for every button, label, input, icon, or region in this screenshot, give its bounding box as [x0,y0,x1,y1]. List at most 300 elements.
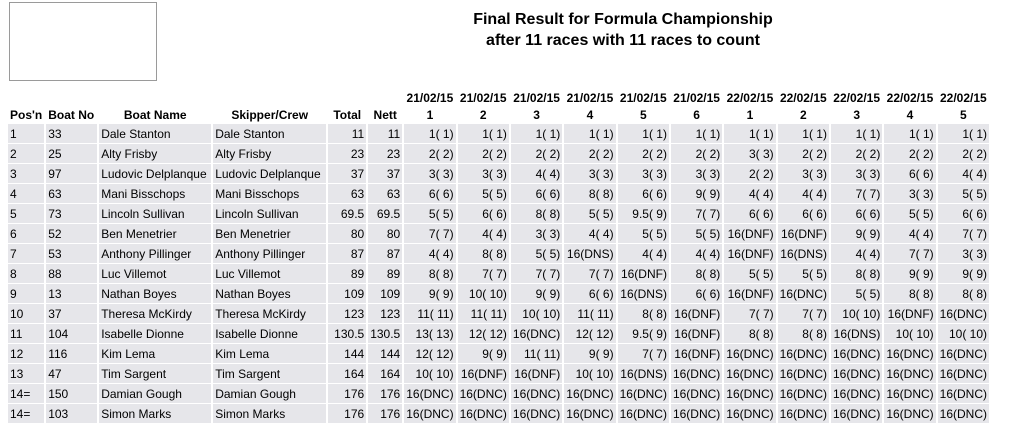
boat-number-cell: 103 [46,403,97,423]
race-score-cell: 7( 7) [511,263,562,283]
boat-name-cell: Anthony Pillinger [99,243,211,263]
header-race-date: 22/02/15 [939,91,987,105]
skipper-cell: Kim Lema [213,343,326,363]
race-score-cell: 4( 4) [564,223,615,243]
boat-number-cell: 13 [46,283,97,303]
race-score-cell: 5( 5) [404,203,455,223]
race-score-cell: 16(DNC) [884,363,935,383]
header-race-date: 22/02/15 [886,91,934,105]
boat-name-cell: Kim Lema [99,343,211,363]
race-score-cell: 4( 4) [618,243,669,263]
race-score-cell: 2( 2) [778,143,829,163]
race-score-cell: 2( 2) [938,143,989,163]
race-score-cell: 5( 5) [778,263,829,283]
nett-cell: 176 [368,383,402,403]
boat-number-cell: 53 [46,243,97,263]
skipper-cell: Anthony Pillinger [213,243,326,263]
race-score-cell: 8( 8) [511,203,562,223]
position-cell: 3 [8,163,44,183]
race-score-cell: 7( 7) [671,203,722,223]
race-score-cell: 16(DNC) [778,283,829,303]
race-score-cell: 5( 5) [884,203,935,223]
race-score-cell: 16(DNS) [618,363,669,383]
race-score-cell: 16(DNC) [564,383,615,403]
header-total: Total [333,108,362,122]
table-row [8,163,989,183]
position-cell: 9 [8,283,44,303]
nett-cell: 23 [368,143,402,163]
race-score-cell: 16(DNF) [724,223,775,243]
race-score-cell: 4( 4) [884,223,935,243]
race-score-cell: 1( 1) [671,123,722,143]
boat-name-cell: Theresa McKirdy [99,303,211,323]
race-score-cell: 4( 4) [724,183,775,203]
race-score-cell: 11( 11) [511,343,562,363]
race-score-cell: 16(DNF) [511,363,562,383]
race-score-cell: 16(DNC) [778,343,829,363]
race-score-cell: 12( 12) [458,323,509,343]
race-score-cell: 16(DNC) [511,323,562,343]
header-boat-name: Boat Name [123,108,187,122]
race-score-cell: 16(DNC) [778,363,829,383]
position-cell: 1 [8,123,44,143]
race-score-cell: 3( 3) [671,163,722,183]
boat-name-cell: Alty Frisby [99,143,211,163]
race-score-cell: 1( 1) [458,123,509,143]
header-date-row [8,89,989,107]
race-score-cell: 16(DNC) [618,403,669,423]
header-pos: Pos'n [10,108,43,122]
nett-cell: 11 [368,123,402,143]
race-score-cell: 1( 1) [618,123,669,143]
race-score-cell: 16(DNC) [618,383,669,403]
race-score-cell: 16(DNS) [831,323,882,343]
race-score-cell: 16(DNC) [671,363,722,383]
race-score-cell: 7( 7) [404,223,455,243]
race-score-cell: 12( 12) [564,323,615,343]
race-score-cell: 3( 3) [404,163,455,183]
race-score-cell: 16(DNC) [458,403,509,423]
boat-name-cell: Damian Gough [99,383,211,403]
race-score-cell: 16(DNC) [938,403,989,423]
race-score-cell: 6( 6) [724,203,775,223]
position-cell: 5 [8,203,44,223]
position-cell: 4 [8,183,44,203]
boat-number-cell: 150 [46,383,97,403]
nett-cell: 69.5 [368,203,402,223]
race-score-cell: 16(DNF) [724,283,775,303]
nett-cell: 89 [368,263,402,283]
total-cell: 123 [328,303,366,323]
race-score-cell: 6( 6) [778,203,829,223]
race-score-cell: 9.5( 9) [618,323,669,343]
race-score-cell: 16(DNF) [671,323,722,343]
header-race-number: 5 [639,108,647,122]
race-score-cell: 16(DNC) [831,363,882,383]
race-score-cell: 1( 1) [404,123,455,143]
race-score-cell: 16(DNC) [671,383,722,403]
nett-cell: 80 [368,223,402,243]
nett-cell: 144 [368,343,402,363]
race-score-cell: 5( 5) [564,203,615,223]
race-score-cell: 7( 7) [938,223,989,243]
race-score-cell: 1( 1) [938,123,989,143]
nett-cell: 87 [368,243,402,263]
race-score-cell: 16(DNC) [724,403,775,423]
race-score-cell: 5( 5) [724,263,775,283]
race-score-cell: 1( 1) [564,123,615,143]
race-score-cell: 8( 8) [938,283,989,303]
boat-number-cell: 104 [46,323,97,343]
table-row [8,243,989,263]
boat-name-cell: Isabelle Dionne [99,323,211,343]
boat-name-cell: Nathan Boyes [99,283,211,303]
boat-name-cell: Luc Villemot [99,263,211,283]
race-score-cell: 10( 10) [511,303,562,323]
nett-cell: 176 [368,403,402,423]
race-score-cell: 1( 1) [724,123,775,143]
race-score-cell: 10( 10) [564,363,615,383]
race-score-cell: 3( 3) [831,163,882,183]
race-score-cell: 6( 6) [458,203,509,223]
race-score-cell: 7( 7) [884,243,935,263]
race-score-cell: 5( 5) [671,223,722,243]
race-score-cell: 7( 7) [778,303,829,323]
race-score-cell: 16(DNF) [671,303,722,323]
race-score-cell: 6( 6) [831,203,882,223]
race-score-cell: 8( 8) [724,323,775,343]
boat-name-cell: Ludovic Delplanque [99,163,211,183]
skipper-cell: Simon Marks [213,403,326,423]
skipper-cell: Mani Bisschops [213,183,326,203]
boat-number-cell: 116 [46,343,97,363]
table-row [8,363,989,383]
race-score-cell: 4( 4) [404,243,455,263]
header-race-number: 3 [853,108,860,122]
header-race-number: 2 [479,108,487,122]
table-row [8,323,989,343]
race-score-cell: 9( 9) [884,263,935,283]
header-race-date: 21/02/15 [566,91,614,105]
race-score-cell: 16(DNC) [884,403,935,423]
results-table [6,89,991,423]
total-cell: 176 [328,403,366,423]
position-cell: 8 [8,263,44,283]
table-row [8,303,989,323]
race-score-cell: 1( 1) [511,123,562,143]
race-score-cell: 8( 8) [778,323,829,343]
title-line-2: after 11 races with 11 races to count [486,32,760,49]
skipper-cell: Damian Gough [213,383,326,403]
header-race-date: 21/02/15 [673,91,720,105]
race-score-cell: 16(DNC) [404,403,455,423]
skipper-cell: Ben Menetrier [213,223,326,243]
race-score-cell: 9( 9) [831,223,882,243]
total-cell: 130.5 [328,323,366,343]
race-score-cell: 16(DNC) [511,383,562,403]
table-row [8,223,989,243]
race-score-cell: 5( 5) [618,223,669,243]
nett-cell: 164 [368,363,402,383]
race-score-cell: 10( 10) [884,323,935,343]
table-row [8,263,989,283]
header-race-number: 4 [586,108,594,122]
race-score-cell: 16(DNC) [938,343,989,363]
race-score-cell: 3( 3) [618,163,669,183]
race-score-cell: 2( 2) [458,143,509,163]
race-score-cell: 10( 10) [938,323,989,343]
race-score-cell: 16(DNC) [938,363,989,383]
race-score-cell: 5( 5) [511,243,562,263]
race-score-cell: 8( 8) [618,303,669,323]
total-cell: 87 [328,243,366,263]
total-cell: 89 [328,263,366,283]
total-cell: 176 [328,383,366,403]
total-cell: 69.5 [328,203,366,223]
race-score-cell: 16(DNC) [831,343,882,363]
total-cell: 37 [328,163,366,183]
race-score-cell: 7( 7) [618,343,669,363]
nett-cell: 63 [368,183,402,203]
race-score-cell: 16(DNC) [778,383,829,403]
race-score-cell: 9( 9) [458,343,509,363]
boat-name-cell: Lincoln Sullivan [99,203,211,223]
skipper-cell: Ludovic Delplanque [213,163,326,183]
race-score-cell: 11( 11) [564,303,615,323]
race-score-cell: 2( 2) [671,143,722,163]
boat-number-cell: 63 [46,183,97,203]
total-cell: 63 [328,183,366,203]
results-body [8,123,989,423]
boat-number-cell: 37 [46,303,97,323]
header-race-number: 3 [533,108,540,122]
race-score-cell: 16(DNF) [458,363,509,383]
boat-number-cell: 88 [46,263,97,283]
race-score-cell: 7( 7) [724,303,775,323]
table-row [8,183,989,203]
race-score-cell: 3( 3) [778,163,829,183]
race-score-cell: 4( 4) [778,183,829,203]
race-score-cell: 16(DNC) [564,403,615,423]
race-score-cell: 16(DNC) [404,383,455,403]
header-race-date: 22/02/15 [726,91,774,105]
race-score-cell: 16(DNF) [884,303,935,323]
boat-number-cell: 47 [46,363,97,383]
skipper-cell: Dale Stanton [213,123,326,143]
race-score-cell: 4( 4) [938,163,989,183]
header-race-date: 22/02/15 [779,91,827,105]
boat-number-cell: 25 [46,143,97,163]
race-score-cell: 10( 10) [458,283,509,303]
race-score-cell: 2( 2) [564,143,615,163]
nett-cell: 109 [368,283,402,303]
race-score-cell: 16(DNC) [831,403,882,423]
race-score-cell: 16(DNF) [671,343,722,363]
race-score-cell: 10( 10) [831,303,882,323]
boat-name-cell: Ben Menetrier [99,223,211,243]
race-score-cell: 7( 7) [831,183,882,203]
nett-cell: 130.5 [368,323,402,343]
race-score-cell: 16(DNC) [724,343,775,363]
header-race-date: 21/02/15 [619,91,667,105]
table-row [8,123,989,143]
race-score-cell: 3( 3) [511,223,562,243]
header-race-date: 21/02/15 [513,91,560,105]
race-score-cell: 2( 2) [511,143,562,163]
race-score-cell: 3( 3) [564,163,615,183]
race-score-cell: 8( 8) [884,283,935,303]
race-score-cell: 9( 9) [938,263,989,283]
header-race-number: 1 [746,108,754,122]
race-score-cell: 4( 4) [831,243,882,263]
race-score-cell: 16(DNS) [618,283,669,303]
race-score-cell: 9( 9) [671,183,722,203]
race-score-cell: 4( 4) [458,223,509,243]
position-cell: 2 [8,143,44,163]
race-score-cell: 1( 1) [884,123,935,143]
total-cell: 11 [328,123,366,143]
race-score-cell: 16(DNF) [618,263,669,283]
boat-name-cell: Simon Marks [99,403,211,423]
race-score-cell: 4( 4) [671,243,722,263]
race-score-cell: 16(DNC) [831,383,882,403]
page-title [340,9,906,51]
nett-cell: 123 [368,303,402,323]
nett-cell: 37 [368,163,402,183]
header-race-date: 22/02/15 [833,91,881,105]
header-race-number: 5 [960,108,967,122]
race-score-cell: 6( 6) [884,163,935,183]
race-score-cell: 6( 6) [938,203,989,223]
total-cell: 144 [328,343,366,363]
table-row [8,343,989,363]
race-score-cell: 11( 11) [458,303,509,323]
skipper-cell: Tim Sargent [213,363,326,383]
skipper-cell: Theresa McKirdy [213,303,326,323]
table-row [8,203,989,223]
total-cell: 109 [328,283,366,303]
table-row [8,383,989,403]
race-score-cell: 6( 6) [671,283,722,303]
position-cell: 14= [8,403,44,423]
boat-number-cell: 33 [46,123,97,143]
table-row [8,143,989,163]
header-race-date: 21/02/15 [459,91,507,105]
boat-name-cell: Mani Bisschops [99,183,211,203]
position-cell: 6 [8,223,44,243]
race-score-cell: 2( 2) [884,143,935,163]
race-score-cell: 8( 8) [404,263,455,283]
position-cell: 11 [8,323,44,343]
race-score-cell: 7( 7) [458,263,509,283]
table-row [8,403,989,423]
race-score-cell: 2( 2) [831,143,882,163]
boat-number-cell: 97 [46,163,97,183]
race-score-cell: 9( 9) [404,283,455,303]
race-score-cell: 8( 8) [671,263,722,283]
skipper-cell: Nathan Boyes [213,283,326,303]
race-score-cell: 6( 6) [511,183,562,203]
race-score-cell: 4( 4) [511,163,562,183]
race-score-cell: 16(DNC) [884,383,935,403]
race-score-cell: 6( 6) [404,183,455,203]
club-logo-placeholder [9,2,157,81]
race-score-cell: 16(DNS) [564,243,615,263]
position-cell: 14= [8,383,44,403]
skipper-cell: Lincoln Sullivan [213,203,326,223]
race-score-cell: 8( 8) [831,263,882,283]
race-score-cell: 16(DNC) [938,383,989,403]
header-nett: Nett [373,108,397,122]
boat-name-cell: Dale Stanton [99,123,211,143]
position-cell: 12 [8,343,44,363]
race-score-cell: 3( 3) [938,243,989,263]
race-score-cell: 16(DNC) [671,403,722,423]
header-row [8,107,989,123]
race-score-cell: 9.5( 9) [618,203,669,223]
race-score-cell: 9( 9) [564,343,615,363]
race-score-cell: 5( 5) [938,183,989,203]
table-row [8,283,989,303]
header-boat-no: Boat No [48,108,95,122]
race-score-cell: 16(DNC) [724,363,775,383]
race-score-cell: 7( 7) [564,263,615,283]
boat-number-cell: 73 [46,203,97,223]
race-score-cell: 16(DNF) [778,223,829,243]
race-score-cell: 11( 11) [404,303,455,323]
race-score-cell: 6( 6) [564,283,615,303]
race-score-cell: 3( 3) [458,163,509,183]
race-score-cell: 2( 2) [724,163,775,183]
race-score-cell: 6( 6) [618,183,669,203]
boat-name-cell: Tim Sargent [99,363,211,383]
position-cell: 10 [8,303,44,323]
race-score-cell: 16(DNC) [778,403,829,423]
race-score-cell: 5( 5) [831,283,882,303]
race-score-cell: 16(DNC) [724,383,775,403]
header-race-number: 1 [426,108,434,122]
race-score-cell: 9( 9) [511,283,562,303]
race-score-cell: 5( 5) [458,183,509,203]
header-race-date: 21/02/15 [406,91,454,105]
header-race-number: 6 [693,108,700,122]
skipper-cell: Luc Villemot [213,263,326,283]
race-score-cell: 16(DNS) [778,243,829,263]
position-cell: 7 [8,243,44,263]
race-score-cell: 10( 10) [404,363,455,383]
race-score-cell: 2( 2) [404,143,455,163]
header-skipper: Skipper/Crew [231,108,309,122]
race-score-cell: 16(DNC) [511,403,562,423]
skipper-cell: Isabelle Dionne [213,323,326,343]
race-score-cell: 8( 8) [564,183,615,203]
boat-number-cell: 52 [46,223,97,243]
position-cell: 13 [8,363,44,383]
race-score-cell: 16(DNC) [938,303,989,323]
title-line-1: Final Result for Formula Championship [473,11,773,28]
skipper-cell: Alty Frisby [213,143,326,163]
race-score-cell: 13( 13) [404,323,455,343]
total-cell: 80 [328,223,366,243]
total-cell: 164 [328,363,366,383]
race-score-cell: 2( 2) [618,143,669,163]
header-race-number: 4 [906,108,914,122]
race-score-cell: 1( 1) [831,123,882,143]
race-score-cell: 3( 3) [724,143,775,163]
race-score-cell: 12( 12) [404,343,455,363]
race-score-cell: 16(DNF) [724,243,775,263]
race-score-cell: 16(DNC) [884,343,935,363]
